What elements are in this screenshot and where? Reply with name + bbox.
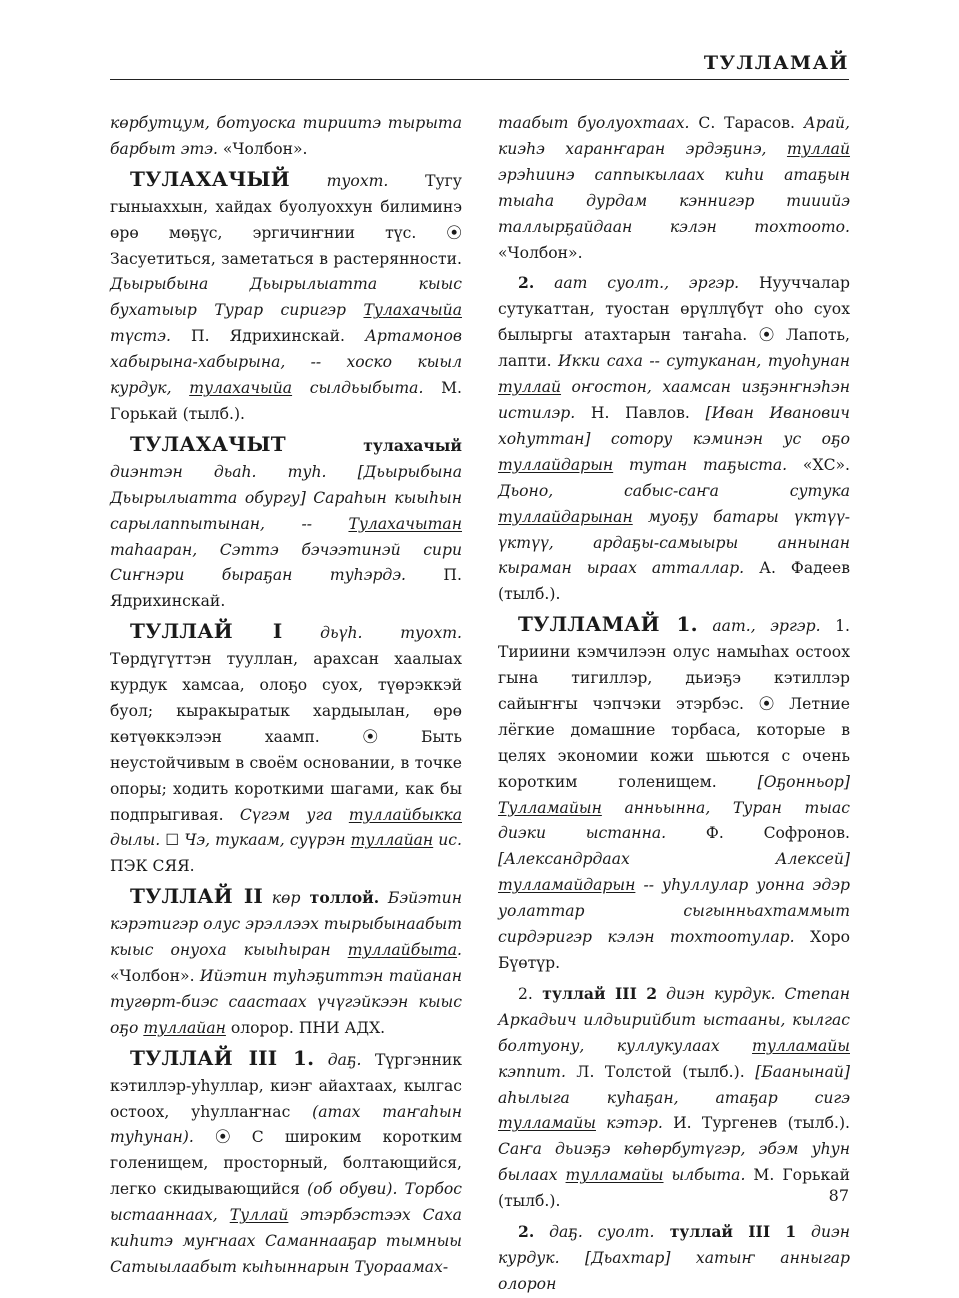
headword: ТУЛЛАМАЙ 1. xyxy=(518,612,698,637)
left-column xyxy=(110,111,462,1281)
entry-tullamai-sense-2-adj: 2. даҕ. суолт. туллай III 1 диэн курдук. [Дьахтар] хатыҥ анныгар олорон xyxy=(498,1222,850,1293)
entry-tullai-3: ТУЛЛАЙ III 1. даҕ. Түргэнник кэтиллэр-уһуллар, киэҥ айахтаах, кылгас остоох, уһуллаҥнас (атах таҥаһын туһунан). ⦿ С широким коротким голенищем, просторный, болтающийся, легко скидывающийся (об обуви). Торбос ыстааннаах, Туллай этэрбэстээх Саха киһитэ муҥнаах Саманнааҕар тымныы Сатыылаабыт кыһыннарын Туораамах- xyxy=(110,1045,462,1276)
square-icon: ☐ xyxy=(165,831,185,850)
entry-continuation: көрбутцум, ботуоска тириитэ тырыта барбыт этэ. «Чолбон». xyxy=(110,114,462,158)
example-word: Тулламайын xyxy=(498,798,602,817)
example-word: туллайдарынан xyxy=(498,507,633,526)
example-word: туллайбыта xyxy=(347,941,458,960)
headword: ТУЛЛАЙ I xyxy=(130,619,283,644)
example-word: тулламайдарын xyxy=(498,876,636,895)
example-word: тулламайы xyxy=(565,1166,664,1185)
example-word: туллайбыкка xyxy=(348,805,462,824)
right-column xyxy=(498,111,850,1298)
running-header: ТУЛЛАМАЙ xyxy=(703,52,849,74)
headword: ТУЛАХАЧЫЙ xyxy=(130,166,290,191)
example-word: Тулахачытан xyxy=(348,514,462,533)
page-number: 87 xyxy=(828,1186,849,1205)
headword: ТУЛЛАЙ III 1. xyxy=(130,1045,315,1070)
entry-tullai-sense-2: 2. аат суолт., эргэр. Нууччалар сутукаттан, туостан өрүллүбүт оһо суох былыргы атахтарын таҥаһа. ⦿ Лапоть, лапти. Икки саха -- сутуканан, туоһунан туллай оҥостон, хаамсан изҕэнҥнэһэн истилэр. Н. Павлов. [Иван Иванович хоһуттан] сотору кэминэн ус оҕо туллайдарын тутан таҕыста. «ХС». Дьоно, сабыс-саҥа сутука туллайдарынан муоҕу батары үктүү-үктүү, ардаҕы-самыыры аннынан кыраман ыраах атталлар. А. Фадеев (тылб.). xyxy=(498,273,851,604)
example-word: Туллай xyxy=(229,1206,289,1225)
header-rule xyxy=(110,79,849,80)
entry-tullamai: ТУЛЛАМАЙ 1. аат., эргэр. 1. Тириини кэмчилээн олус намыһах остоох гына тигиллэр, дьиэҕэ кэтиллэр сайыҥҥы чэпчэки этэрбэс. ⦿ Летние лёгкие домашние торбаса, которые в целях экономии кожи шьются с очень коротким голенищем. [Оҕонньор] Тулламайын анньынна, Туран тыас диэки ыстанна. Ф. Софронов. [Александрдаах Алексей] тулламайдарын -- уһуллулар уонна эдэр уолаттар сыгынньахтаммыт сирдэригэр кэлэн тохтоотулар. Хоро Бүөтүр. xyxy=(498,612,850,972)
example-word: туллайан xyxy=(143,1018,226,1037)
entry-tullamai-sense-2: 2. туллай III 2 диэн курдук. Степан Аркадьич илдьирийбит ыстааны, кылгас болтуону, куллукулаах тулламайы кэппит. Л. Толстой (тылб.). [Баанынай] аһылыга куһаҕан, атаҕар сигэ тулламайы кэтэр. И. Тургенев (тылб.). Саҥа дьиэҕэ көһөрбутүгэр, эбэм уһун былаах тулламайы ылбыта. М. Горькай (тылб.). xyxy=(498,983,850,1211)
entry-tullai-1: ТУЛЛАЙ I дьүһ. туохт. Төрдүгүттэн тууллан, арахсан хаалыах курдук хамсаа, олоҕо суох, түөрэккэй буол; кыракыратык хардыылан, өрө көтүөккэлээн хаамп. ⦿ Быть неустойчивым в своём основании, в точке опоры; ходить короткими шагами, как бы подпрыгивая. Сүгэм уга туллайбыкка дылы. ☐ Чэ, тукаам, суүрэн туллайан ис. ПЭК СЯЯ. xyxy=(110,619,462,876)
entry-tulakhachyi: ТУЛАХАЧЫЙ туохт. Тугу гыныаххын, хайдах буолуоххун билиминэ өрө мөҕүс, эргичиҥнии түс. ⦿ Засуетиться, заметаться в растерянности. Дьырыбына Дьырылыатта кыыс бухатыыр Турар сиригэр Тулахачыйа түстэ. П. Ядрихинскай. Артамонов хабырына-хабырына, -- хоско кыыл курдук, тулахачыйа сылдьыбыта. М. Горькай (тылб.). xyxy=(110,166,462,423)
example-word: тулламайы xyxy=(498,1114,596,1133)
entry-continuation: таабыт буолуохтаах. С. Тарасов. Арай, киэһэ харанҥаран эрдэҕинэ, туллай эрэһиинэ саппыкылаах киһи атаҕын тыаһа дурдам кэннигэр тииийэ таллырҕайдаан кэлэн тохтоото. «Чолбон». xyxy=(498,114,850,262)
example-word: тулламайы xyxy=(752,1036,850,1055)
example-word: туллай xyxy=(498,378,562,397)
example-word: туллайан xyxy=(350,831,434,850)
example-word: туллайдарын xyxy=(498,455,614,474)
example-word: туллай xyxy=(786,139,850,158)
entry-tullai-2: ТУЛЛАЙ II көр толлой. Бэйэтин кэрэтигэр олус эрэллээх тырыбынаабыт кыыс онуоха кыыһыран туллайбыта. «Чолбон». Ийэтин туһэҕиттэн тайанан тугөрт-биэс саастаах үчүгэйкээн кыыс оҕо туллайан олорор. ПНИ АДХ. xyxy=(110,884,462,1037)
example-word: Тулахачыйа xyxy=(363,301,462,320)
example-word: тулахачыйа xyxy=(189,379,293,398)
entry-tulakhachyt: ТУЛАХАЧЫТ тулахачый диэнтэн дьаһ. туһ. [Дьырыбына Дьырылыатта обургу] Сараһын кыыһын сарылаппытынан, -- Тулахачытан таһааран, Сэттэ бэчээтинэй сири Сиҥнэри быраҕан туһэрдэ. П. Ядрихинскай. xyxy=(110,431,462,611)
headword: ТУЛАХАЧЫТ xyxy=(130,431,286,456)
headword: ТУЛЛАЙ II xyxy=(130,884,263,909)
